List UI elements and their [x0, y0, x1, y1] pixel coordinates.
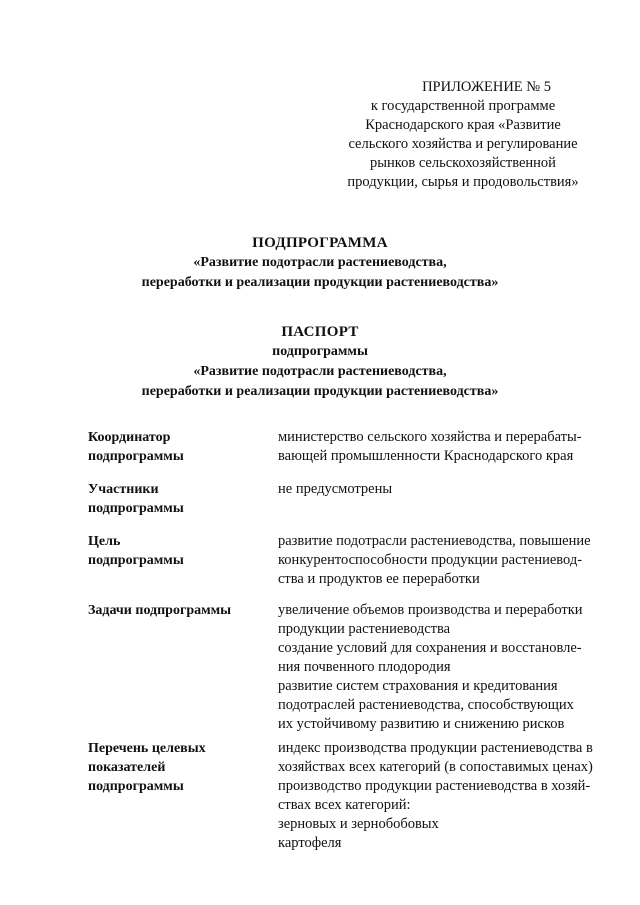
row-value-line: создание условий для сохранения и восстановле- — [278, 640, 582, 656]
row-value-line: не предусмотрены — [278, 481, 393, 497]
row-label — [88, 739, 268, 796]
passport-title-line: переработки и реализации продукции растениеводства» — [141, 384, 499, 399]
appendix-line: продукции, сырья и продовольствия» — [347, 174, 579, 190]
passport-subheading: подпрограммы — [272, 344, 368, 359]
subprogram-heading: ПОДПРОГРАММА — [252, 235, 388, 251]
subprogram-title-line: «Развитие подотрасли растениеводства, — [193, 255, 447, 270]
passport-heading: ПАСПОРТ — [281, 324, 359, 340]
row-label-line: Цель — [88, 534, 121, 549]
row-label-line: показателей — [88, 760, 166, 775]
subprogram-title-block — [0, 233, 640, 293]
row-label-line: подпрограммы — [88, 779, 184, 794]
row-value-line: индекс производства продукции растениеводства в — [278, 740, 593, 756]
row-value-line: развитие систем страхования и кредитования — [278, 678, 558, 694]
row-label-line: Перечень целевых — [88, 741, 206, 756]
row-value — [278, 739, 621, 853]
row-value-line: министерство сельского хозяйства и перерабаты- — [278, 429, 582, 445]
row-label-line: Участники — [88, 482, 159, 497]
passport-title-line: «Развитие подотрасли растениеводства, — [193, 364, 447, 379]
row-label-line: подпрограммы — [88, 501, 184, 516]
row-value — [278, 428, 621, 466]
row-label-line: подпрограммы — [88, 449, 184, 464]
row-label — [88, 428, 268, 466]
subprogram-title-line: переработки и реализации продукции растениеводства» — [141, 275, 499, 290]
row-value-line: ствах всех категорий: — [278, 797, 411, 813]
row-label — [88, 601, 268, 620]
appendix-number: ПРИЛОЖЕНИЕ № 5 — [422, 79, 551, 95]
row-value-line: хозяйствах всех категорий (в сопоставимых ценах) — [278, 759, 593, 775]
row-value — [278, 532, 621, 589]
passport-title-block — [0, 322, 640, 402]
appendix-line: рынков сельскохозяйственной — [370, 155, 556, 171]
row-value-line: их устойчивому развитию и снижению рисков — [278, 716, 565, 732]
appendix-line: сельского хозяйства и регулирование — [348, 136, 578, 152]
row-value-line: вающей промышленности Краснодарского края — [278, 448, 574, 464]
row-value-line: конкурентоспособности продукции растениевод- — [278, 552, 583, 568]
row-value-line: ства и продуктов ее переработки — [278, 571, 480, 587]
row-value-line: зерновых и зернобобовых — [278, 816, 439, 832]
row-label-line: Координатор — [88, 430, 171, 445]
appendix-block — [313, 78, 613, 192]
row-value-line: картофеля — [278, 835, 342, 851]
row-label — [88, 480, 268, 518]
row-label-line: подпрограммы — [88, 553, 184, 568]
row-value-line: производство продукции растениеводства в хозяй- — [278, 778, 591, 794]
row-label — [88, 532, 268, 570]
row-value — [278, 480, 621, 499]
row-value — [278, 601, 621, 734]
row-value-line: развитие подотрасли растениеводства, повышение — [278, 533, 591, 549]
row-value-line: подотраслей растениеводства, способствующих — [278, 697, 574, 713]
row-value-line: продукции растениеводства — [278, 621, 451, 637]
row-label-line: Задачи подпрограммы — [88, 603, 232, 618]
appendix-line: к государственной программе — [370, 98, 556, 114]
row-value-line: ния почвенного плодородия — [278, 659, 451, 675]
row-value-line: увеличение объемов производства и переработки — [278, 602, 583, 618]
appendix-line: Краснодарского края «Развитие — [365, 117, 561, 133]
